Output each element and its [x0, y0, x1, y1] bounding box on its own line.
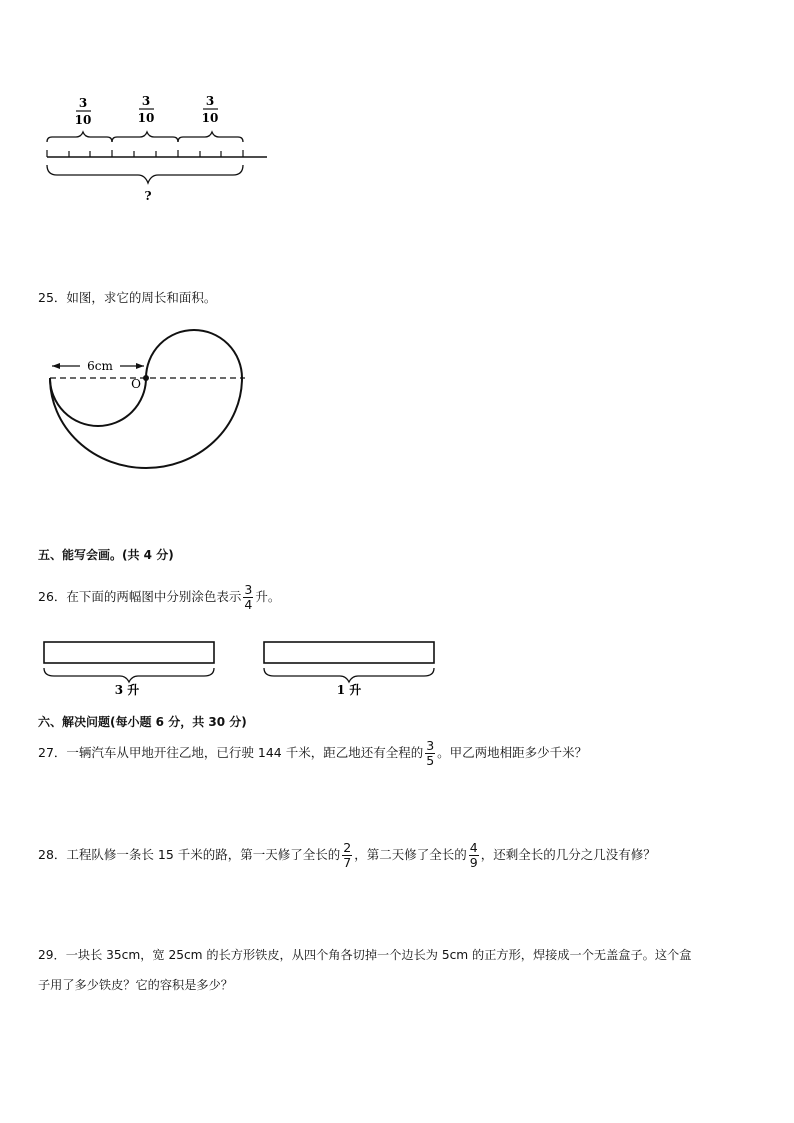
svg-text:10: 10 [74, 113, 92, 127]
fraction-4-9: $\frac{4}{9}$ [469, 840, 478, 870]
fraction-label-3 [202, 94, 219, 125]
question-25: 25．如图，求它的周长和面积。 [38, 290, 217, 305]
svg-text:3 升: 3 升 [114, 683, 140, 697]
fraction-3-4: $\frac{3}{4}$ [244, 582, 253, 612]
number-line-figure [40, 90, 275, 205]
top-brace-2 [112, 132, 178, 142]
upper-semicircle [146, 330, 242, 378]
question-29-line-1: 29．一块长 35cm，宽 25cm 的长方形铁皮，从四个角各切掉一个边长为 5cm 的正方形，焊接成一个无盖盒子。这个盒 [38, 948, 692, 962]
fraction-label-2 [138, 94, 155, 125]
number-line-svg [40, 90, 275, 205]
question-29-line-2: 子用了多少铁皮？它的容积是多少？ [38, 978, 233, 992]
svg-text:1 升: 1 升 [336, 683, 362, 697]
svg-text:10: 10 [137, 111, 155, 125]
fraction-3-5: $\frac{3}{5}$ [426, 738, 435, 768]
spiral-figure [40, 328, 255, 478]
question-28: 28．工程队修一条长 15 千米的路，第一天修了全长的 $\frac{2}{7}$ ，第二天修了全长的 $\frac{4}{9}$ ，还剩全长的几分之几没有修？ [38, 840, 656, 870]
center-label: O [131, 377, 141, 391]
top-brace-3 [178, 132, 243, 142]
question-26: 26．在下面的两幅图中分别涂色表示 $\frac{3}{4}$ 升。 [38, 582, 281, 612]
section-5-title: 五、能写会画。(共 4 分) [38, 548, 174, 562]
top-brace-1 [47, 132, 112, 142]
svg-text:3: 3 [78, 96, 88, 110]
radius-label: 6cm [87, 359, 113, 373]
bottom-brace [47, 165, 243, 183]
total-unknown-label: ? [144, 189, 152, 203]
ticks [47, 150, 243, 157]
svg-text:3: 3 [141, 94, 151, 108]
svg-text:3: 3 [205, 94, 215, 108]
bar-3-liter [42, 640, 217, 700]
question-27: 27．一辆汽车从甲地开往乙地，已行驶 144 千米，距乙地还有全程的 $\frac{3}{5}$ 。甲乙两地相距多少千米？ [38, 738, 588, 768]
center-point [143, 375, 149, 381]
svg-text:10: 10 [201, 111, 219, 125]
bar-1-liter [262, 640, 437, 700]
fraction-label-1 [75, 96, 92, 127]
fraction-2-7: $\frac{2}{7}$ [343, 840, 352, 870]
section-6-title: 六、解决问题(每小题 6 分，共 30 分) [38, 715, 247, 729]
